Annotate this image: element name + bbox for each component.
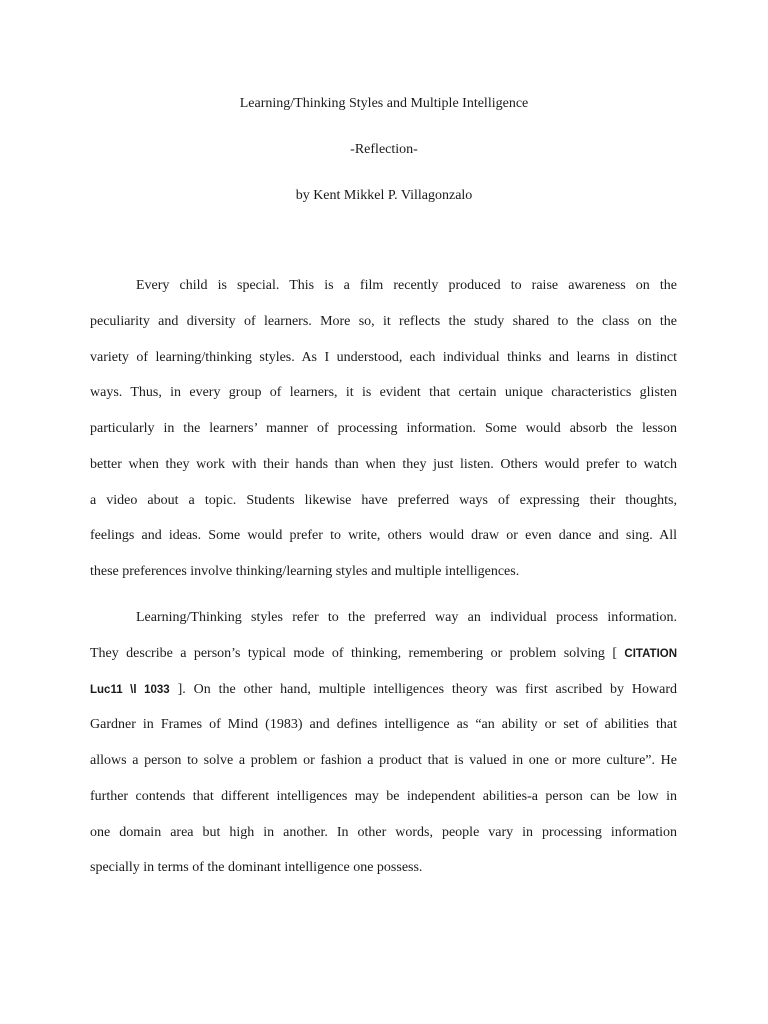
- paragraph-2: [90, 600, 677, 886]
- paragraph-text: They describe a person’s typical mode of thinking, remembering or problem solving [: [90, 645, 618, 661]
- citation-field: CITATION: [624, 647, 677, 660]
- paragraph-line: feelings and ideas. Some would prefer to write, others would draw or even dance and sing. All: [90, 528, 677, 544]
- paragraph-line: [90, 672, 677, 708]
- paragraph-line: these preferences involve thinking/learning styles and multiple intelligences.: [90, 564, 520, 579]
- paragraph-line: particularly in the learners’ manner of processing information. Some would absorb the lesson: [90, 421, 677, 436]
- paragraph-line: Every child is special. This is a film recently produced to raise awareness on the: [136, 278, 677, 293]
- paragraph-line: one domain area but high in another. In other words, people vary in processing information: [90, 824, 677, 840]
- citation-field: Luc11 \l 1033: [90, 683, 170, 696]
- paragraph-line: better when they work with their hands than when they just listen. Others would prefer to watch: [90, 456, 677, 472]
- paragraph-line: Gardner in Frames of Mind (1983) and defines intelligence as “an ability or set of abilities that: [90, 717, 677, 733]
- paragraph-line: specially in terms of the dominant intelligence one possess.: [90, 860, 423, 876]
- paragraph-line: allows a person to solve a problem or fashion a product that is valued in one or more culture”. He: [90, 753, 677, 768]
- paragraph-line: variety of learning/thinking styles. As I understood, each individual thinks and learns in distinct: [90, 349, 677, 365]
- document-subtitle: -Reflection-: [350, 142, 418, 157]
- document-title: Learning/Thinking Styles and Multiple Intelligence: [239, 96, 529, 111]
- paragraph-line: further contends that different intelligences may be independent abilities-a person can be low in: [90, 788, 677, 804]
- paragraph-line: [90, 636, 677, 672]
- paragraph-line: Learning/Thinking styles refer to the preferred way an individual process information.: [136, 610, 677, 625]
- paragraph-text: ]. On the other hand, multiple intelligences theory was first ascribed by Howard: [177, 681, 677, 697]
- document-byline: by Kent Mikkel P. Villagonzalo: [295, 188, 473, 203]
- paragraph-line: ways. Thus, in every group of learners, it is evident that certain unique characteristics glisten: [90, 385, 677, 401]
- paragraph-1: [90, 268, 677, 590]
- paragraph-line: peculiarity and diversity of learners. More so, it reflects the study shared to the class on the: [90, 313, 677, 329]
- paragraph-line: a video about a topic. Students likewise have preferred ways of expressing their thoughts,: [90, 492, 677, 508]
